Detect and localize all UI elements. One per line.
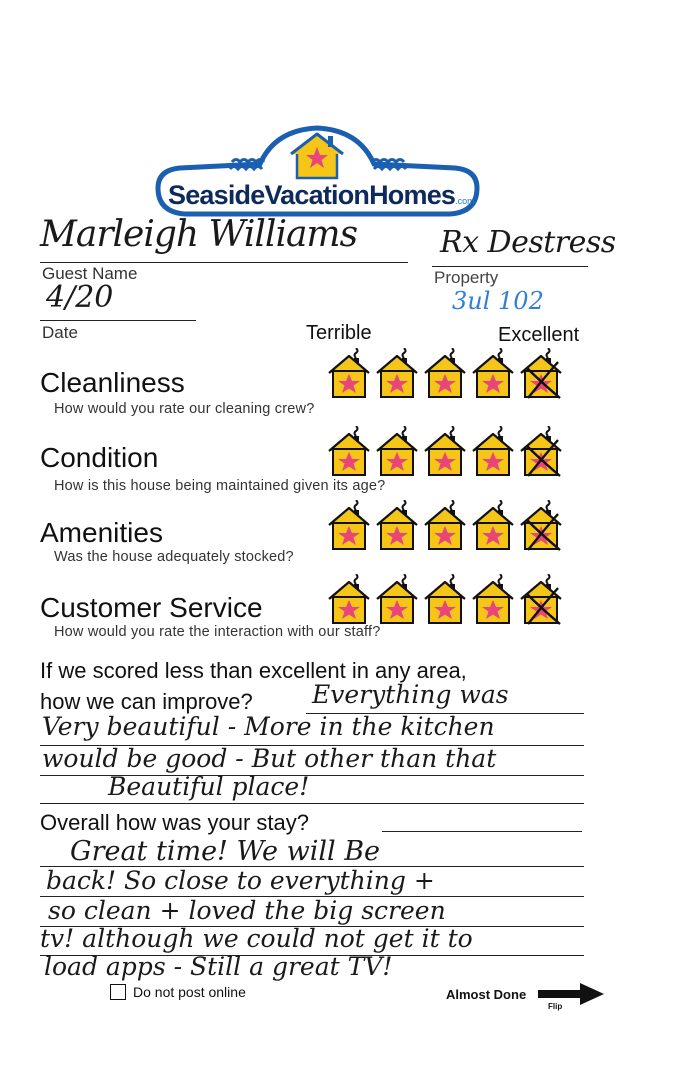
house-star-icon[interactable]	[518, 574, 564, 626]
flip-label: Flip	[548, 1002, 563, 1011]
house-star-icon[interactable]	[326, 348, 372, 400]
rating-title-amenities: Amenities	[40, 517, 163, 548]
improve-answer-line4: Beautiful place!	[108, 772, 310, 801]
house-star-icon[interactable]	[470, 348, 516, 400]
rating-subtitle-customer-service: How would you rate the interaction with our staff?	[54, 624, 381, 640]
house-star-icon[interactable]	[470, 500, 516, 552]
improve-line-4	[40, 803, 584, 804]
improve-answer-line3: would be good - But other than that	[42, 744, 497, 773]
house-star-icon[interactable]	[374, 426, 420, 478]
improve-answer-line2: Very beautiful - More in the kitchen	[42, 712, 495, 741]
do-not-post-label: Do not post online	[133, 984, 246, 1000]
house-star-icon[interactable]	[422, 500, 468, 552]
rating-houses-condition[interactable]	[326, 426, 564, 478]
improve-question-line1: If we scored less than excellent in any area,	[40, 658, 467, 683]
house-star-icon[interactable]	[374, 574, 420, 626]
date-label: Date	[42, 323, 78, 342]
house-star-icon[interactable]	[518, 426, 564, 478]
property-value: Rx Destress	[440, 225, 616, 260]
scale-low-label: Terrible	[306, 322, 372, 344]
house-star-icon[interactable]	[470, 574, 516, 626]
almost-done-label: Almost Done	[446, 987, 527, 1002]
seaside-logo	[150, 122, 485, 222]
house-star-icon[interactable]	[374, 348, 420, 400]
house-star-icon[interactable]	[422, 426, 468, 478]
rating-houses-cleanliness[interactable]	[326, 348, 564, 400]
property-line	[432, 266, 588, 267]
house-star-icon[interactable]	[518, 500, 564, 552]
house-star-icon[interactable]	[470, 426, 516, 478]
property-note: 3ul 102	[452, 287, 544, 315]
property-label: Property	[434, 268, 499, 287]
rating-subtitle-condition: How is this house being maintained given its age?	[54, 478, 386, 494]
house-star-icon[interactable]	[326, 500, 372, 552]
house-star-icon[interactable]	[374, 500, 420, 552]
date-line	[40, 320, 196, 321]
date-value: 4/20	[46, 280, 114, 315]
overall-answer-line4: tv! although we could not get it to	[40, 924, 473, 953]
rating-subtitle-cleanliness: How would you rate our cleaning crew?	[54, 401, 315, 417]
overall-line-0	[382, 831, 582, 832]
house-star-icon[interactable]	[326, 574, 372, 626]
rating-houses-amenities[interactable]	[326, 500, 564, 552]
guest-name-value: Marleigh Williams	[40, 214, 358, 255]
overall-answer-line3: so clean + loved the big screen	[48, 896, 446, 925]
improve-answer-line1: Everything was	[312, 680, 509, 709]
improve-question-line2: how we can improve?	[40, 689, 253, 714]
house-star-icon[interactable]	[422, 348, 468, 400]
scale-high-label: Excellent	[498, 324, 580, 346]
rating-title-customer-service: Customer Service	[40, 592, 263, 623]
house-star-icon[interactable]	[422, 574, 468, 626]
house-star-icon[interactable]	[518, 348, 564, 400]
rating-title-cleanliness: Cleanliness	[40, 367, 185, 398]
guest-name-line	[40, 262, 408, 263]
do-not-post-checkbox[interactable]	[110, 984, 126, 1000]
overall-answer-line1: Great time! We will Be	[70, 836, 381, 867]
logo-wordmark: SeasideVacationHomes.com	[168, 180, 475, 210]
house-star-icon[interactable]	[326, 426, 372, 478]
guest-name-label: Guest Name	[42, 264, 138, 283]
rating-houses-customer-service[interactable]	[326, 574, 564, 626]
overall-question: Overall how was your stay?	[40, 810, 309, 835]
overall-answer-line2: back! So close to everything +	[46, 866, 435, 895]
rating-subtitle-amenities: Was the house adequately stocked?	[54, 549, 294, 565]
overall-answer-line5: load apps - Still a great TV!	[44, 952, 393, 981]
rating-title-condition: Condition	[40, 442, 159, 473]
